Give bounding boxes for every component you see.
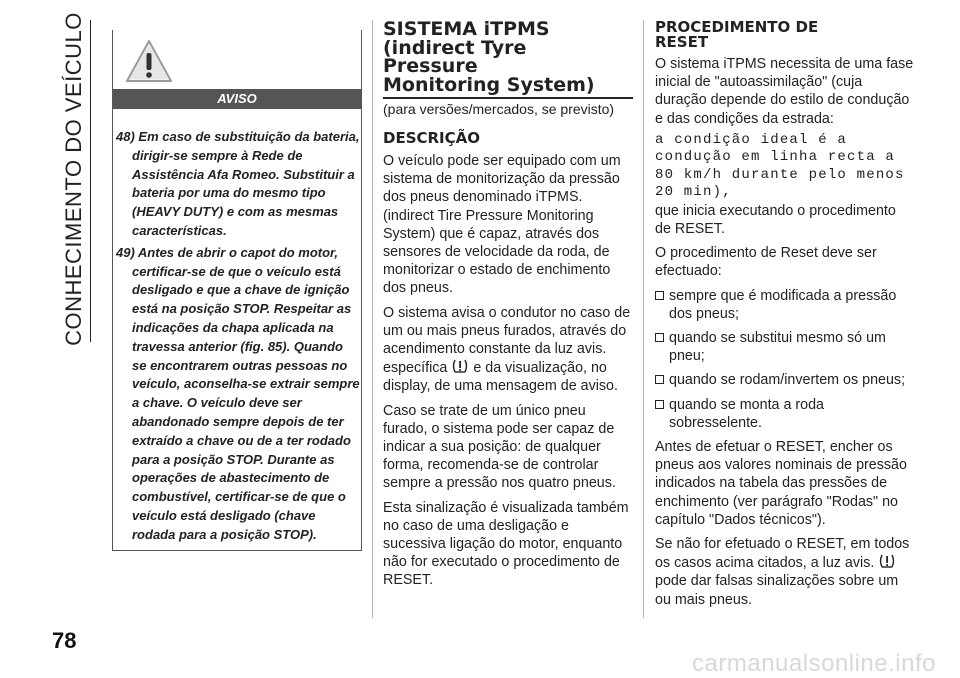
paragraph: que inicia executando o procedimento de RESET. [655, 202, 896, 238]
paragraph: Esta sinalização é visualizada também no caso de uma desligação e sucessiva ligação do motor, enquanto não for executado o procedimento de RESET. [383, 499, 629, 589]
warning-item: 49) Antes de abrir o capot do motor, certificar-se de que o veículo está desligado e que a chave de ignição está na posição STOP. Respeitar as indicações da chapa aplicada na travessa anterior (fig. 85). Quando se encontrarem outras pessoas no veículo, aconselha-se extrair sempre a chave. O veículo deve ser abandonado sempre depois de ter extraído a chave ou de a ter rodado para a posição STOP. Durante as operações de abastecimento de combustível, certificar-se de que o veículo está desligado (chave rodada para a posição STOP). [116, 244, 360, 542]
tyre-pressure-warning-icon [879, 553, 895, 569]
description-heading: DESCRIÇÃO [383, 129, 481, 147]
section-subtitle: (para versões/mercados, se previsto) [383, 101, 615, 117]
column-divider [643, 20, 644, 618]
warning-label: AVISO [112, 89, 362, 109]
paragraph-mono: a condição ideal é a condução em linha recta a 80 km/h durante pelo menos 20 min), [655, 131, 905, 201]
watermark-url: carmanualsonline.info [692, 650, 936, 677]
paragraph: Caso se trate de um único pneu furado, o sistema pode ser capaz de indicar a sua posição: de qualquer forma, recomenda-se de controlar sempre a pressão nos quatro pneus. [383, 402, 616, 492]
reset-conditions-list [655, 287, 915, 432]
paragraph: Se não for efetuado o RESET, em todos os casos acima citados, a luz avis. pode dar falsas sinalizações sobre um ou mais pneus. [655, 536, 910, 608]
checkbox-bullet-icon [655, 333, 664, 342]
warning-item: 48) Em caso de substituição da bateria, dirigir-se sempre à Rede de Assistência Afa Romeo. Substituir a bateria por uma do mesmo tipo (HEAVY DUTY) e com as mesmas características. [116, 129, 360, 238]
section-title: SISTEMA iTPMS (indirect Tyre Pressure Monitoring System) [383, 20, 633, 99]
list-item: quando se monta a roda sobresselente. [655, 396, 915, 432]
side-rule [90, 20, 91, 342]
side-section-title: CONHECIMENTO DO VEÍCULO [61, 12, 86, 346]
column-divider [372, 20, 373, 618]
itpms-column [383, 20, 633, 596]
page-number: 78 [52, 628, 77, 653]
paragraph: O sistema iTPMS necessita de uma fase inicial de "autoassimilação" (cuja duração depende do estilo de condução e das condições da estrada: [655, 56, 914, 127]
checkbox-bullet-icon [655, 291, 664, 300]
warning-triangle-icon [124, 38, 174, 84]
reset-column [655, 20, 915, 615]
list-item: quando se rodam/invertem os pneus; [655, 371, 915, 389]
list-item: quando se substitui mesmo só um pneu; [655, 329, 915, 365]
paragraph: Antes de efetuar o RESET, encher os pneus aos valores nominais de pressão indicados na tabela das pressões de enchimento (ver parágrafo "Rodas" no capítulo "Dados técnicos"). [655, 439, 907, 528]
paragraph: O procedimento de Reset deve ser efectuado: [655, 245, 877, 280]
reset-heading: PROCEDIMENTO DE RESET [655, 18, 819, 51]
checkbox-bullet-icon [655, 400, 664, 409]
checkbox-bullet-icon [655, 375, 664, 384]
paragraph: O veículo pode ser equipado com um sistema de monitorização da pressão dos pneus denominado iTPMS. (indirect Tire Pressure Monitoring System) que é capaz, através dos sensores de velocidade da roda, de monitorizar o estado de enchimento dos pneus. [383, 153, 621, 297]
paragraph: O sistema avisa o condutor no caso de um ou mais pneus furados, através do acendimento constante da luz avis. específica e da visualização, no display, de uma mensagem de aviso. [383, 304, 631, 395]
warning-list [116, 128, 360, 548]
tyre-pressure-warning-icon [452, 358, 468, 374]
list-item: sempre que é modificada a pressão dos pneus; [655, 287, 915, 323]
